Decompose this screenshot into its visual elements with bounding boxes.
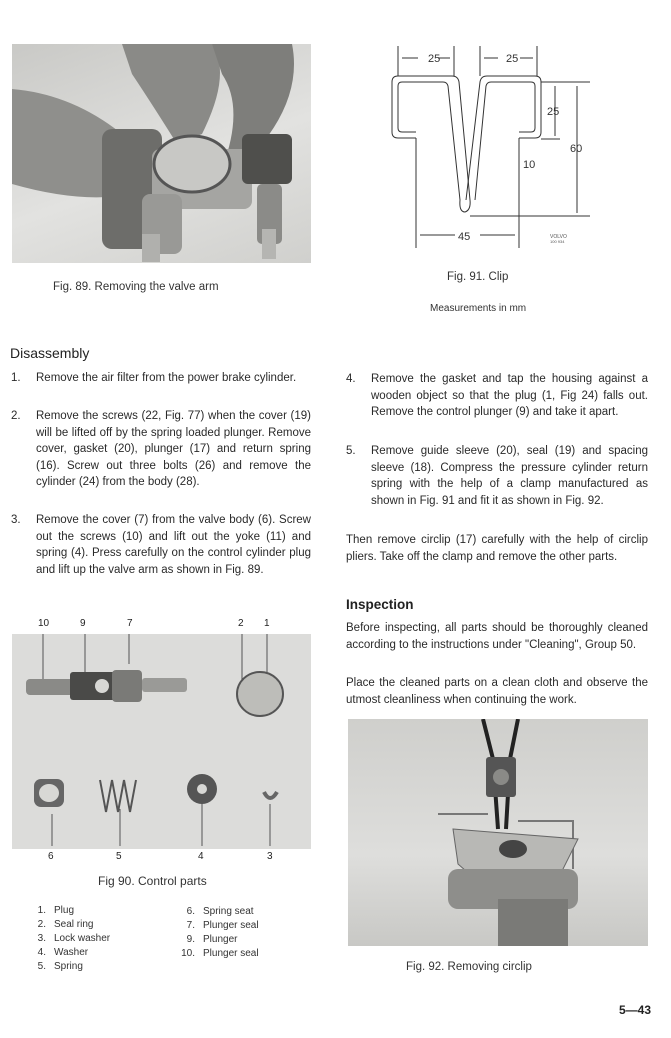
legend-item: 1. Plug [37, 905, 75, 916]
dim-width: 45 [458, 231, 471, 243]
callout-3: 3 [267, 851, 273, 862]
fig90-legend-left [26, 904, 110, 974]
step-number: 4. [346, 373, 356, 385]
control-parts-illustration [12, 634, 311, 849]
step-text: Remove the screws (22, Fig. 77) when the cover (19) will be lifted off by the spring loaded plunger. Remove cover, gasket (20), plunger (17) and return spring (16). Screw out three bolts (26) and remove the cylinder (24) from the body (28). [36, 410, 311, 489]
callout-1: 1 [264, 618, 270, 629]
disassembly-heading: Disassembly [10, 345, 90, 361]
fig89-caption: Fig. 89. Removing the valve arm [53, 281, 219, 293]
legend-item: 5. Spring [37, 960, 83, 972]
fig91-clip-diagram [380, 30, 620, 250]
dim-top-left: 25 [428, 53, 441, 65]
legend-item: 4. Washer [37, 946, 89, 958]
callout-9: 9 [80, 618, 86, 629]
step-number: 1. [11, 372, 21, 384]
callout-5: 5 [116, 851, 122, 862]
fig90-photo [12, 634, 311, 849]
inspection-paragraph-1: Before inspecting, all parts should be thoroughly cleaned according to the instructions under "Cleaning", Group 50. [346, 622, 648, 651]
step-text: Remove the cover (7) from the valve body (6). Screw out the screws (10) and lift out the yoke (11) and spring (4). Press carefully on the control cylinder plug and lift up the valve arm as shown in Fig. 89. [36, 514, 311, 576]
legend-item: 9. Plunger [186, 933, 238, 945]
circlip-pliers-illustration [348, 719, 648, 946]
fig90-caption: Fig 90. Control parts [98, 874, 207, 888]
legend-item: 6. Spring seat [186, 906, 254, 917]
callout-7: 7 [127, 618, 133, 629]
legend-item: 2. Seal ring [37, 918, 94, 930]
volvo-stamp-1: VOLVO [550, 234, 567, 240]
step-number: 3. [11, 514, 21, 526]
dim-foot: 10 [523, 159, 536, 171]
fig92-caption: Fig. 92. Removing circlip [406, 961, 532, 973]
page-number: 5—43 [619, 1003, 652, 1017]
step-number: 5. [346, 445, 356, 457]
volvo-stamp-2: 100 934 [550, 239, 565, 244]
step-text: Remove the gasket and tap the housing against a wooden object so that the plug (1, Fig 24) falls out. Remove the control plunger (9) and take it apart. [371, 373, 648, 419]
step-number: 2. [11, 410, 21, 422]
fig90-legend-right [175, 905, 259, 961]
dim-top-right: 25 [506, 53, 519, 65]
legend-item: 3. Lock washer [37, 932, 111, 944]
fig91-subcaption: Measurements in mm [430, 303, 527, 314]
closing-paragraph: Then remove circlip (17) carefully with the help of circlip pliers. Take off the clamp and remove the other parts. [346, 534, 648, 563]
legend-item: 7. Plunger seal [186, 919, 259, 931]
callout-6: 6 [48, 851, 54, 862]
valve-body-illustration [12, 44, 311, 263]
fig92-photo [348, 719, 648, 946]
callout-10: 10 [38, 618, 50, 629]
fig89-photo [12, 44, 311, 263]
callout-2: 2 [238, 618, 244, 629]
dim-total-height: 60 [570, 143, 583, 155]
step-text: Remove the air filter from the power brake cylinder. [36, 372, 297, 384]
dim-inner-height: 25 [547, 106, 560, 118]
inspection-paragraph-2: Place the cleaned parts on a clean cloth and observe the utmost cleanliness when continuing the work. [346, 677, 648, 706]
fig91-caption: Fig. 91. Clip [447, 271, 509, 283]
legend-item: 10. Plunger seal [181, 947, 259, 959]
inspection-heading: Inspection [346, 597, 414, 612]
callout-4: 4 [198, 851, 204, 862]
step-text: Remove guide sleeve (20), seal (19) and spacing sleeve (18). Compress the pressure cylinder return spring with the help of a clamp manufactured as shown in Fig. 91 and fit it as shown in Fig. 92. [371, 445, 648, 507]
